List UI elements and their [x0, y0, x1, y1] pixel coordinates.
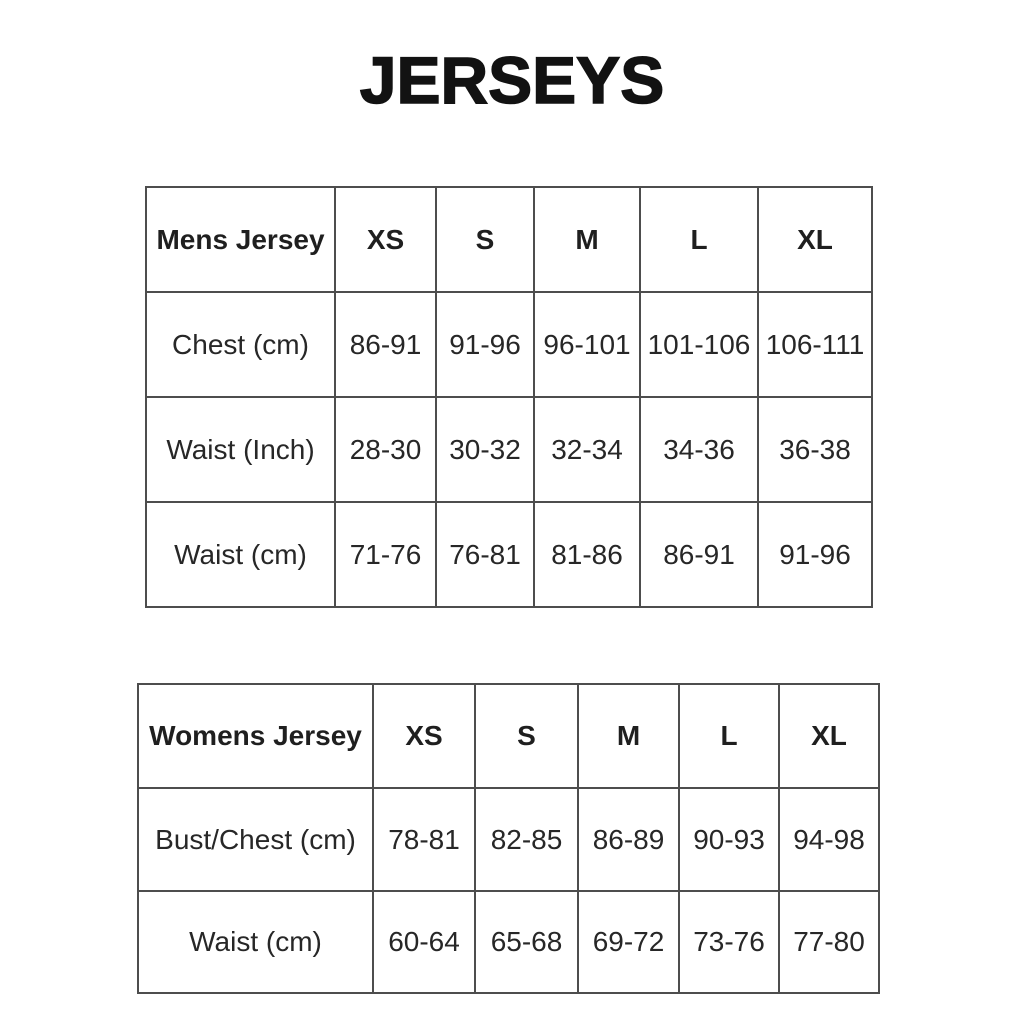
row-label-waist-inch: Waist (Inch) [146, 397, 335, 502]
size-cell: 77-80 [779, 891, 879, 993]
mens-jersey-size-table [145, 186, 873, 608]
mens-header-row [146, 187, 872, 292]
size-cell: 34-36 [640, 397, 758, 502]
mens-waist-inch-row [146, 397, 872, 502]
size-header-m: M [534, 187, 640, 292]
size-cell: 90-93 [679, 788, 779, 891]
size-header-l: L [640, 187, 758, 292]
size-cell: 86-91 [335, 292, 436, 397]
row-label-chest-cm: Chest (cm) [146, 292, 335, 397]
size-cell: 82-85 [475, 788, 578, 891]
size-cell: 36-38 [758, 397, 872, 502]
mens-chest-row [146, 292, 872, 397]
size-cell: 86-91 [640, 502, 758, 607]
size-header-m: M [578, 684, 679, 788]
womens-header-row [138, 684, 879, 788]
size-cell: 81-86 [534, 502, 640, 607]
size-cell: 76-81 [436, 502, 534, 607]
row-label-waist-cm: Waist (cm) [138, 891, 373, 993]
size-cell: 30-32 [436, 397, 534, 502]
womens-waist-row [138, 891, 879, 993]
size-cell: 60-64 [373, 891, 475, 993]
size-cell: 96-101 [534, 292, 640, 397]
size-cell: 28-30 [335, 397, 436, 502]
size-header-xl: XL [758, 187, 872, 292]
size-header-l: L [679, 684, 779, 788]
page-title: JERSEYS [359, 43, 665, 117]
size-cell: 91-96 [436, 292, 534, 397]
size-cell: 71-76 [335, 502, 436, 607]
size-cell: 101-106 [640, 292, 758, 397]
womens-jersey-size-table [137, 683, 880, 994]
size-header-s: S [475, 684, 578, 788]
size-cell: 106-111 [758, 292, 872, 397]
size-header-xl: XL [779, 684, 879, 788]
size-header-xs: XS [373, 684, 475, 788]
size-cell: 78-81 [373, 788, 475, 891]
womens-bust-row [138, 788, 879, 891]
row-label-bust-chest-cm: Bust/Chest (cm) [138, 788, 373, 891]
size-cell: 65-68 [475, 891, 578, 993]
size-cell: 32-34 [534, 397, 640, 502]
mens-waist-cm-row [146, 502, 872, 607]
size-cell: 91-96 [758, 502, 872, 607]
size-cell: 94-98 [779, 788, 879, 891]
size-cell: 69-72 [578, 891, 679, 993]
row-label-waist-cm: Waist (cm) [146, 502, 335, 607]
size-header-xs: XS [335, 187, 436, 292]
size-header-s: S [436, 187, 534, 292]
mens-table-title: Mens Jersey [146, 187, 335, 292]
size-cell: 73-76 [679, 891, 779, 993]
womens-table-title: Womens Jersey [138, 684, 373, 788]
size-cell: 86-89 [578, 788, 679, 891]
